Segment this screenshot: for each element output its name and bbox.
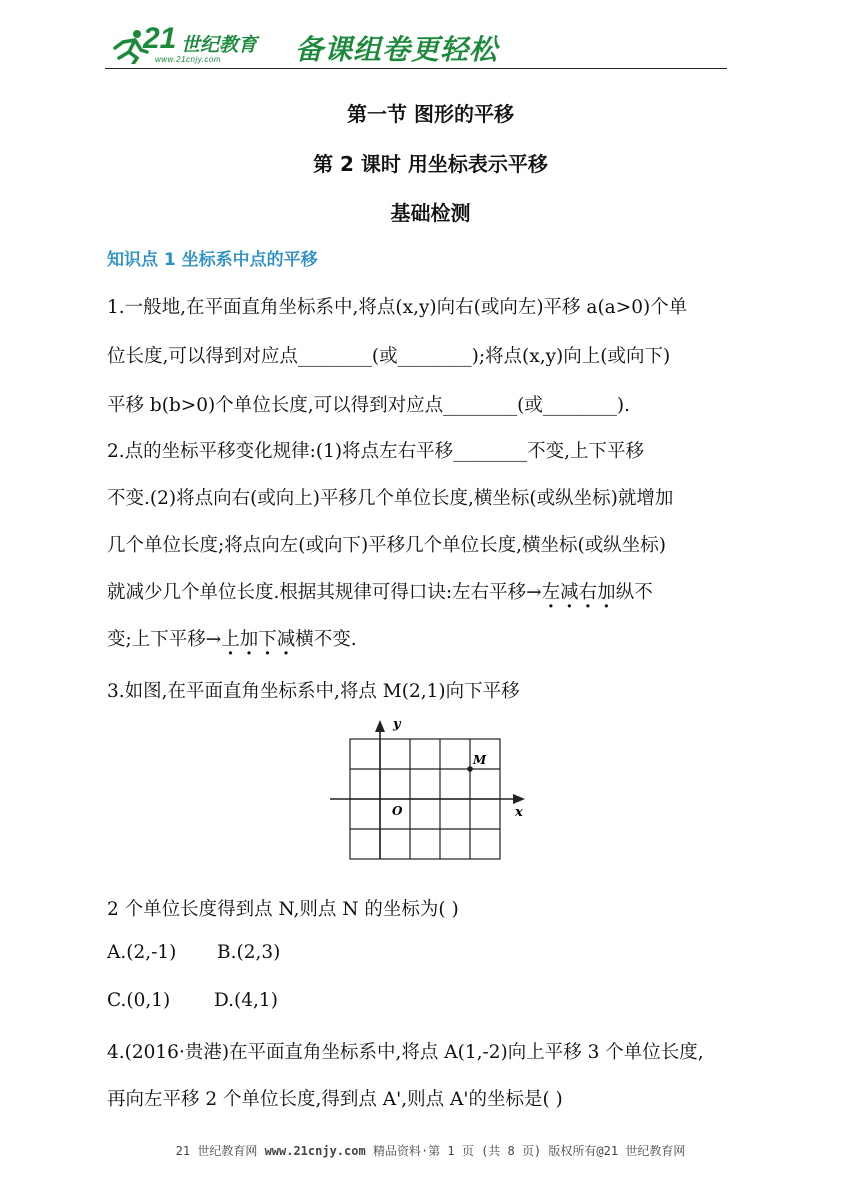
point-m — [467, 766, 473, 772]
q3-option-d: D.(4,1) — [214, 990, 278, 1011]
logo-text: 世纪教育 — [181, 34, 258, 56]
emph-char: 加 — [597, 582, 616, 603]
x-label: x — [515, 805, 523, 820]
chapter-title: 第一节 图形的平移 — [347, 102, 514, 126]
q3-option-a: A.(2,-1) — [107, 942, 177, 963]
q3-line1: 3.如图,在平面直角坐标系中,将点 M(2,1)向下平移 — [107, 681, 520, 702]
logo-number: 21 — [143, 22, 177, 55]
q2-line5: 变;上下平移→上加下减横不变. — [107, 629, 357, 650]
q3-line2: 2 个单位长度得到点 N,则点 N 的坐标为( ) — [107, 899, 459, 920]
footer-site-link[interactable]: www.21cnjy.com — [264, 1144, 366, 1158]
point-m-label: M — [473, 753, 487, 767]
emph-char: 右 — [578, 582, 598, 603]
y-label: y — [393, 717, 401, 732]
origin-label: O — [392, 804, 403, 818]
q3-option-c: C.(0,1) — [107, 990, 171, 1011]
emph-char: 左 — [541, 582, 561, 603]
lesson-title: 第 2 课时 用坐标表示平移 — [313, 152, 548, 176]
q4-line2: 再向左平移 2 个单位长度,得到点 A',则点 A'的坐标是( ) — [107, 1089, 563, 1110]
part-title: 基础检测 — [390, 201, 471, 225]
q2-line2: 不变.(2)将点向右(或向上)平移几个单位长度,横坐标(或纵坐标)就增加 — [107, 488, 674, 509]
q3-option-b: B.(2,3) — [217, 942, 281, 963]
page-footer: 21 世纪教育网 www.21cnjy.com 精品资料·第 1 页 (共 8 页) 版权所有@21 世纪教育网 — [175, 1144, 686, 1158]
emph-char: 下 — [258, 629, 277, 650]
q4-line1: 4.(2016·贵港)在平面直角坐标系中,将点 A(1,-2)向上平移 3 个单位长度, — [107, 1042, 704, 1063]
y-arrow-icon — [375, 720, 385, 732]
header-slogan: 备课组卷更轻松 — [295, 33, 499, 66]
q2-line4: 就减少几个单位长度.根据其规律可得口诀:左右平移→左减右加纵不 — [107, 582, 653, 603]
emph-char: 加 — [239, 629, 259, 650]
coordinate-grid — [325, 715, 535, 870]
emph-char: 减 — [276, 629, 296, 650]
x-arrow-icon — [513, 794, 525, 804]
q2-line3: 几个单位长度;将点向左(或向下)平移几个单位长度,横坐标(或纵坐标) — [107, 535, 666, 556]
q1-line2: 位长度,可以得到对应点________(或________);将点(x,y)向上(或向下) — [107, 346, 671, 367]
q1-line3: 平移 b(b>0)个单位长度,可以得到对应点________(或________). — [107, 395, 630, 416]
emph-char: 上 — [221, 629, 240, 650]
header-logo — [105, 24, 727, 70]
q2-line1: 2.点的坐标平移变化规律:(1)将点左右平移________不变,上下平移 — [107, 441, 644, 462]
section-heading: 知识点 1 坐标系中点的平移 — [107, 250, 318, 270]
q1-line1: 1.一般地,在平面直角坐标系中,将点(x,y)向右(或向左)平移 a(a>0)个单 — [107, 297, 688, 318]
logo-url: www.21cnjy.com — [155, 55, 221, 64]
header-divider — [105, 68, 727, 69]
emph-char: 减 — [560, 582, 579, 603]
